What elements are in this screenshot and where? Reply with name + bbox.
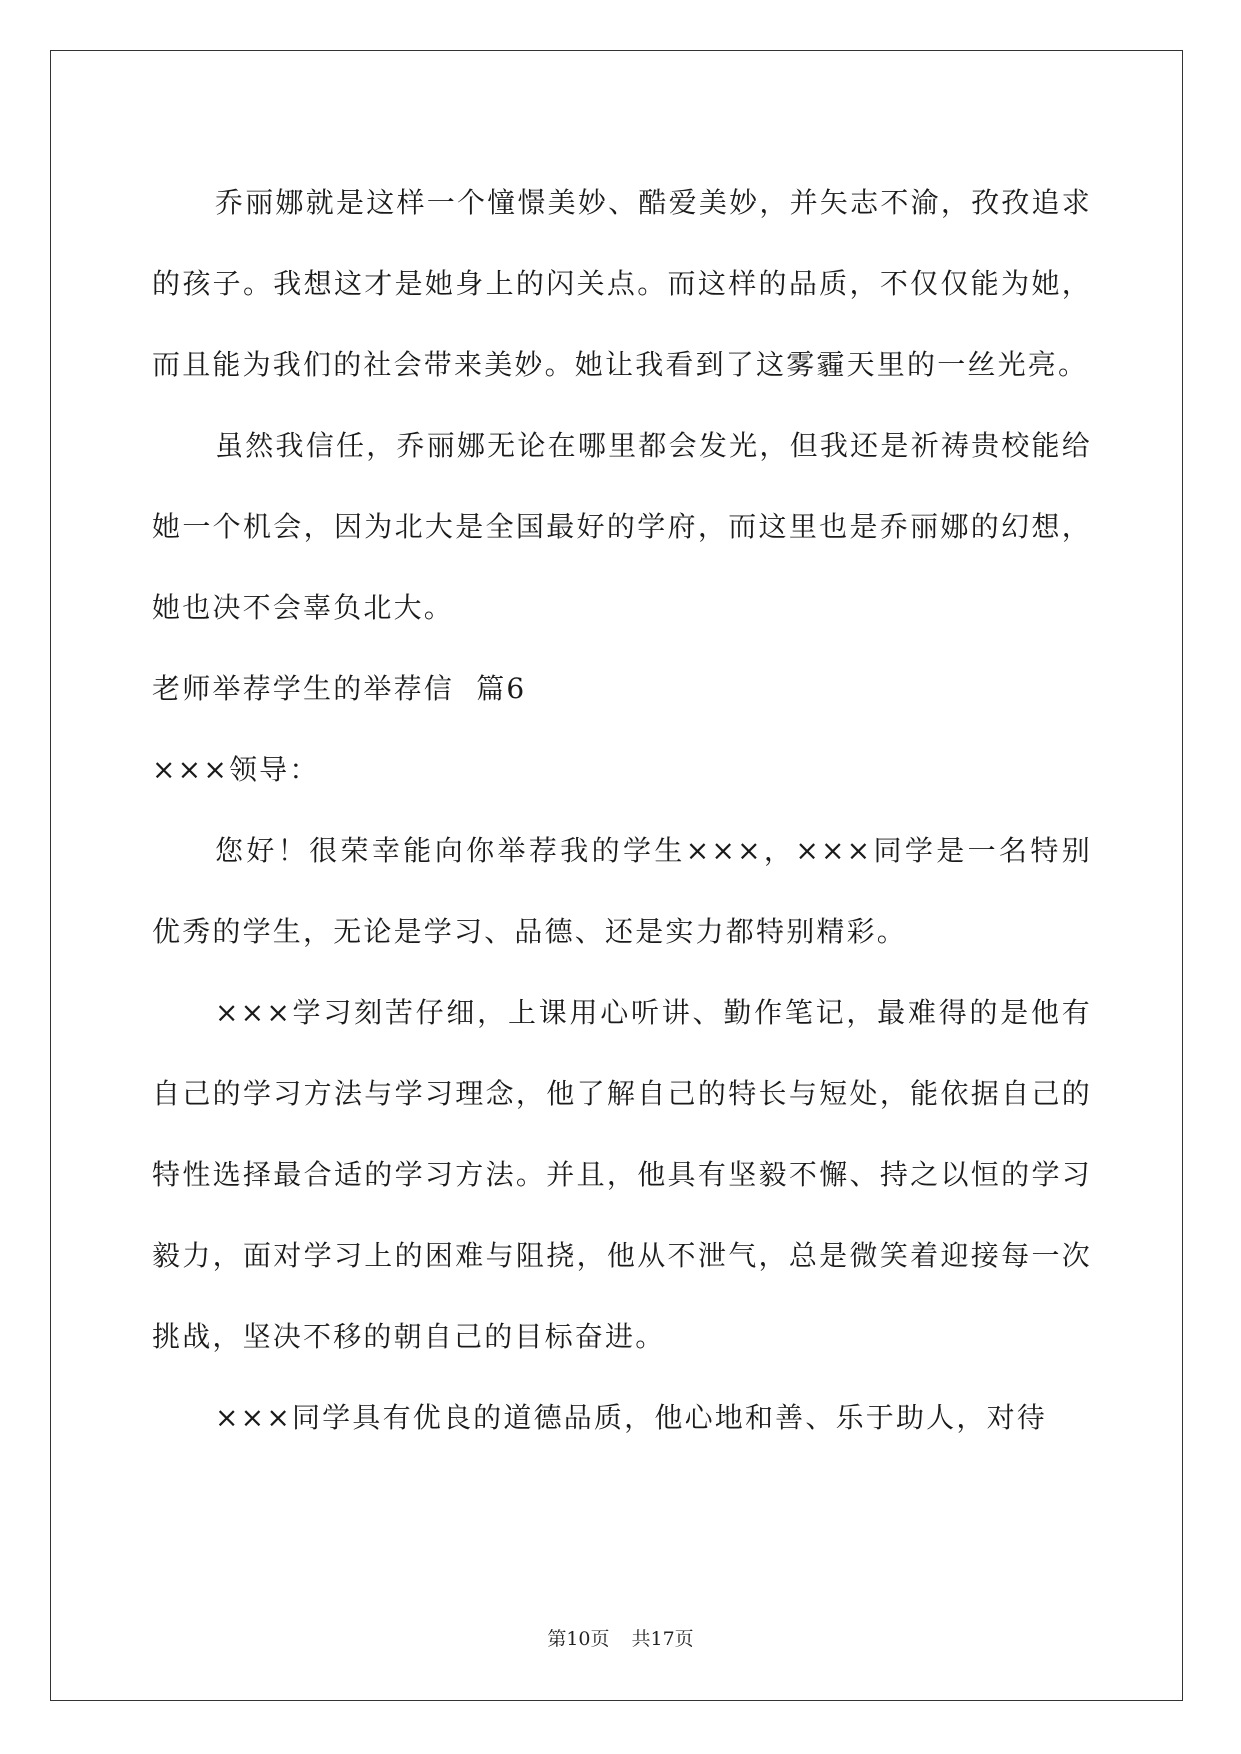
section-heading: 老师举荐学生的举荐信 篇6 [152, 672, 527, 705]
page-number: 第10页 [547, 1628, 610, 1650]
paragraph: ×××同学具有优良的道德品质，他心地和善、乐于助人，对待 [215, 1401, 1047, 1434]
page-footer [0, 1624, 1241, 1651]
paragraph: 虽然我信任，乔丽娜无论在哪里都会发光，但我还是祈祷贵校能给她一个机会，因为北大是全国最好的学府，而这里也是乔丽娜的幻想，她也决不会辜负北大。 [152, 429, 1092, 624]
paragraph: ×××学习刻苦仔细，上课用心听讲、勤作笔记，最难得的是他有自己的学习方法与学习理念，他了解自己的特长与短处，能依据自己的特性选择最合适的学习方法。并且，他具有坚毅不懈、持之以恒的学习毅力，面对学习上的困难与阻挠，他从不泄气，总是微笑着迎接每一次挑战，坚决不移的朝自己的目标奋进。 [152, 996, 1092, 1353]
document-body [152, 162, 1092, 1458]
salutation: ×××领导： [152, 753, 320, 786]
page-total: 共17页 [631, 1628, 694, 1650]
paragraph: 乔丽娜就是这样一个憧憬美妙、酷爱美妙，并矢志不渝，孜孜追求的孩子。我想这才是她身上的闪关点。而这样的品质，不仅仅能为她，而且能为我们的社会带来美妙。她让我看到了这雾霾天里的一丝光亮。 [152, 186, 1092, 381]
paragraph: 您好！很荣幸能向你举荐我的学生×××，×××同学是一名特别优秀的学生，无论是学习、品德、还是实力都特别精彩。 [152, 834, 1092, 948]
